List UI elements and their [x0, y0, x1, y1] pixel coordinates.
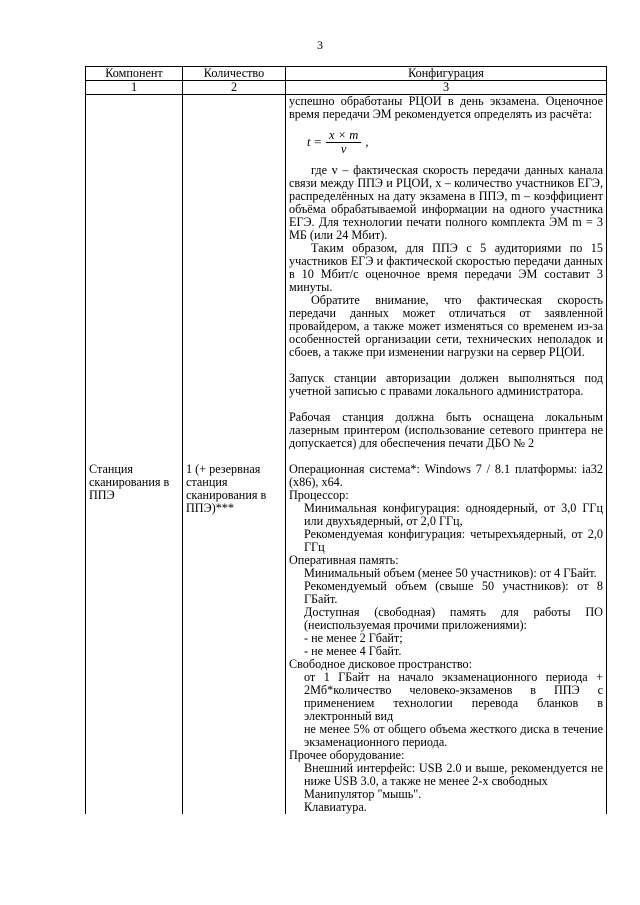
- row2-quantity: 1 (+ резервная станция сканирования в ППЭ)***: [183, 463, 286, 814]
- ram-free-1: - не менее 2 Гбайт;: [304, 631, 403, 645]
- ram-rec: Рекомендуемый объем (свыше 50 участников): от 8 ГБайт.: [304, 579, 603, 606]
- col-number-3: 3: [286, 81, 607, 95]
- paragraph: Таким образом, для ППЭ с 5 аудиториями по 15 участников ЕГЭ и фактической скоростью передачи данных в 10 Мбит/с оценочное время передачи ЭМ составит 3 минуты.: [289, 241, 603, 294]
- other-3: Клавиатура.: [304, 800, 367, 814]
- requirements-table: [85, 66, 607, 814]
- cpu-min: Минимальная конфигурация: одноядерный, от 3,0 ГГц или двухъядерный, от 2,0 ГГц,: [304, 501, 603, 528]
- page-number: 3: [317, 38, 323, 52]
- disk-2: не менее 5% от общего объема жесткого диска в течение экзаменационного периода.: [304, 722, 603, 749]
- paragraph: Обратите внимание, что фактическая скорость передачи данных может отличаться от заявленной провайдером, а также может изменяться со временем из-за особенностей организации сети, технических неполадок и сбоев, а также при изменении нагрузки на сервер РЦОИ.: [289, 293, 603, 359]
- formula-numerator: x × m: [326, 129, 361, 143]
- header-component: Компонент: [86, 67, 183, 81]
- other-1: Внешний интерфейс: USB 2.0 и выше, рекомендуется не ниже USB 3.0, а также не менее 2-х свободных: [304, 761, 603, 788]
- table-row: [86, 95, 607, 464]
- other-2: Манипулятор "мышь".: [304, 787, 422, 801]
- other-title: Прочее оборудование:: [289, 748, 405, 762]
- column-number-row: [86, 81, 607, 95]
- cpu-title: Процессор:: [289, 488, 349, 502]
- header-quantity: Количество: [183, 67, 286, 81]
- ram-free-2: - не менее 4 Гбайт.: [304, 644, 402, 658]
- cpu-rec: Рекомендуемая конфигурация: четырехъядерный, от 2,0 ГГц: [304, 527, 603, 554]
- row2-component: Станция сканирования в ППЭ: [86, 463, 183, 814]
- ram-title: Оперативная память:: [289, 553, 399, 567]
- formula-denominator: v: [340, 142, 347, 156]
- table-row: [86, 463, 607, 814]
- ram-free: Доступная (свободная) память для работы ПО (неиспользуемая прочими приложениями):: [304, 605, 603, 632]
- disk-title: Свободное дисковое пространство:: [289, 657, 472, 671]
- row1-configuration: [286, 95, 607, 464]
- row1-component: [86, 95, 183, 464]
- os-line: Операционная система*: Windows 7 / 8.1 платформы: ia32 (x86), x64.: [289, 462, 603, 489]
- col-number-1: 1: [86, 81, 183, 95]
- ram-min: Минимальный объем (менее 50 участников): от 4 ГБайт.: [304, 566, 597, 580]
- paragraph: Рабочая станция должна быть оснащена локальным лазерным принтером (использование сетевого принтера не допускается) для обеспечения печати ДБО № 2: [289, 410, 603, 450]
- header-configuration: Конфигурация: [286, 67, 607, 81]
- paragraph: Запуск станции авторизации должен выполняться под учетной записью с правами локального администратора.: [289, 371, 603, 398]
- formula-lhs: t =: [307, 135, 323, 149]
- table-header-row: [86, 67, 607, 81]
- formula-tail: ,: [365, 135, 369, 149]
- row1-quantity: [183, 95, 286, 464]
- col-number-2: 2: [183, 81, 286, 95]
- disk-1: от 1 ГБайт на начало экзаменационного периода + 2Мб*количество человеко-экзаменов в ППЭ с применением технологии перевода бланков в электронный вид: [304, 670, 603, 723]
- transfer-time-formula: [307, 129, 603, 156]
- row2-configuration: [286, 463, 607, 814]
- paragraph: успешно обработаны РЦОИ в день экзамена. Оценочное время передачи ЭМ рекомендуется определять из расчёта:: [289, 94, 603, 121]
- paragraph: где v – фактическая скорость передачи данных канала связи между ППЭ и РЦОИ, x – количество участников ЕГЭ, распределённых на дату экзамена в ППЭ, m – коэффициент объёма обрабатываемой информации на одного участника ЕГЭ. Для технологии печати полного комплекта ЭМ m = 3 МБ (или 24 Мбит).: [289, 163, 603, 242]
- formula-fraction: [326, 129, 361, 156]
